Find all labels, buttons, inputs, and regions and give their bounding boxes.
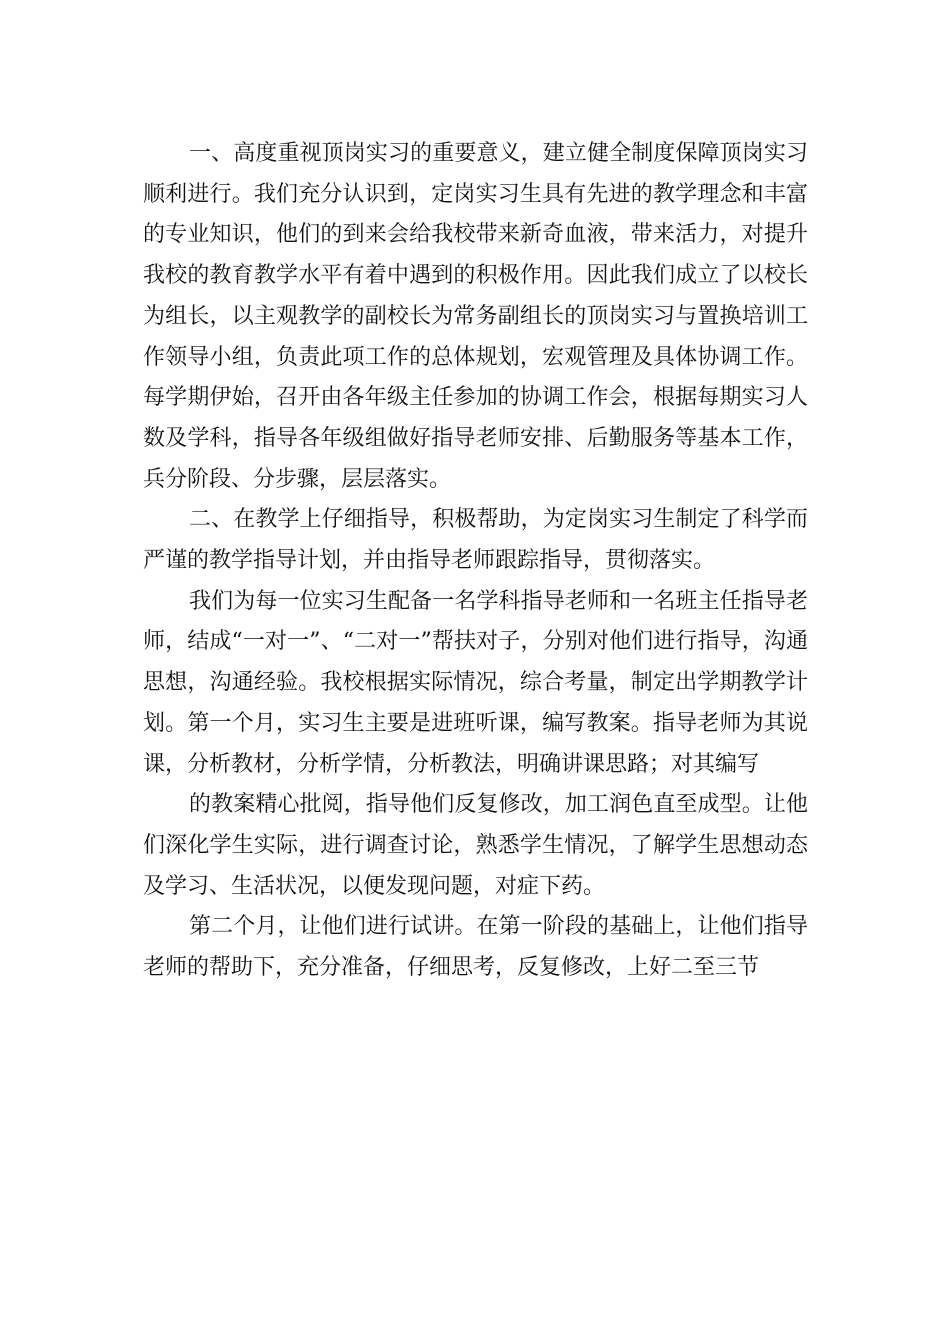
paragraph-3: 我们为每一位实习生配备一名学科指导老师和一名班主任指导老师，结成“一对一”、“二对一”帮扶对子，分别对他们进行指导，沟通思想，沟通经验。我校根据实际情况，综合考量，制定出学期教学计划。第一个月，实习生主要是进班听课，编写教案。指导老师为其说课，分析教材，分析学情，分析教法，明确讲课思路；对其编写 (143, 588, 808, 777)
paragraph-2: 二、在教学上仔细指导，积极帮助，为定岗实习生制定了科学而严谨的教学指导计划，并由指导老师跟踪指导，贯彻落实。 (143, 507, 808, 574)
paragraph-5: 第二个月，让他们进行试讲。在第一阶段的基础上，让他们指导老师的帮助下，充分准备，仔细思考，反复修改，上好二至三节 (143, 914, 808, 981)
document-body (143, 134, 808, 989)
paragraph-4: 的教案精心批阅，指导他们反复修改，加工润色直至成型。让他们深化学生实际，进行调查讨论，熟悉学生情况，了解学生思想动态及学习、生活状况，以便发现问题，对症下药。 (143, 792, 808, 899)
paragraph-1: 一、高度重视顶岗实习的重要意义，建立健全制度保障顶岗实习顺利进行。我们充分认识到，定岗实习生具有先进的教学理念和丰富的专业知识，他们的到来会给我校带来新奇血液，带来活力，对提升我校的教育教学水平有着中遇到的积极作用。因此我们成立了以校长为组长，以主观教学的副校长为常务副组长的顶岗实习与置换培训工作领导小组，负责此项工作的总体规划，宏观管理及具体协调工作。每学期伊始，召开由各年级主任参加的协调工作会，根据每期实习人数及学科，指导各年级组做好指导老师安排、后勤服务等基本工作，兵分阶段、分步骤，层层落实。 (143, 141, 808, 492)
